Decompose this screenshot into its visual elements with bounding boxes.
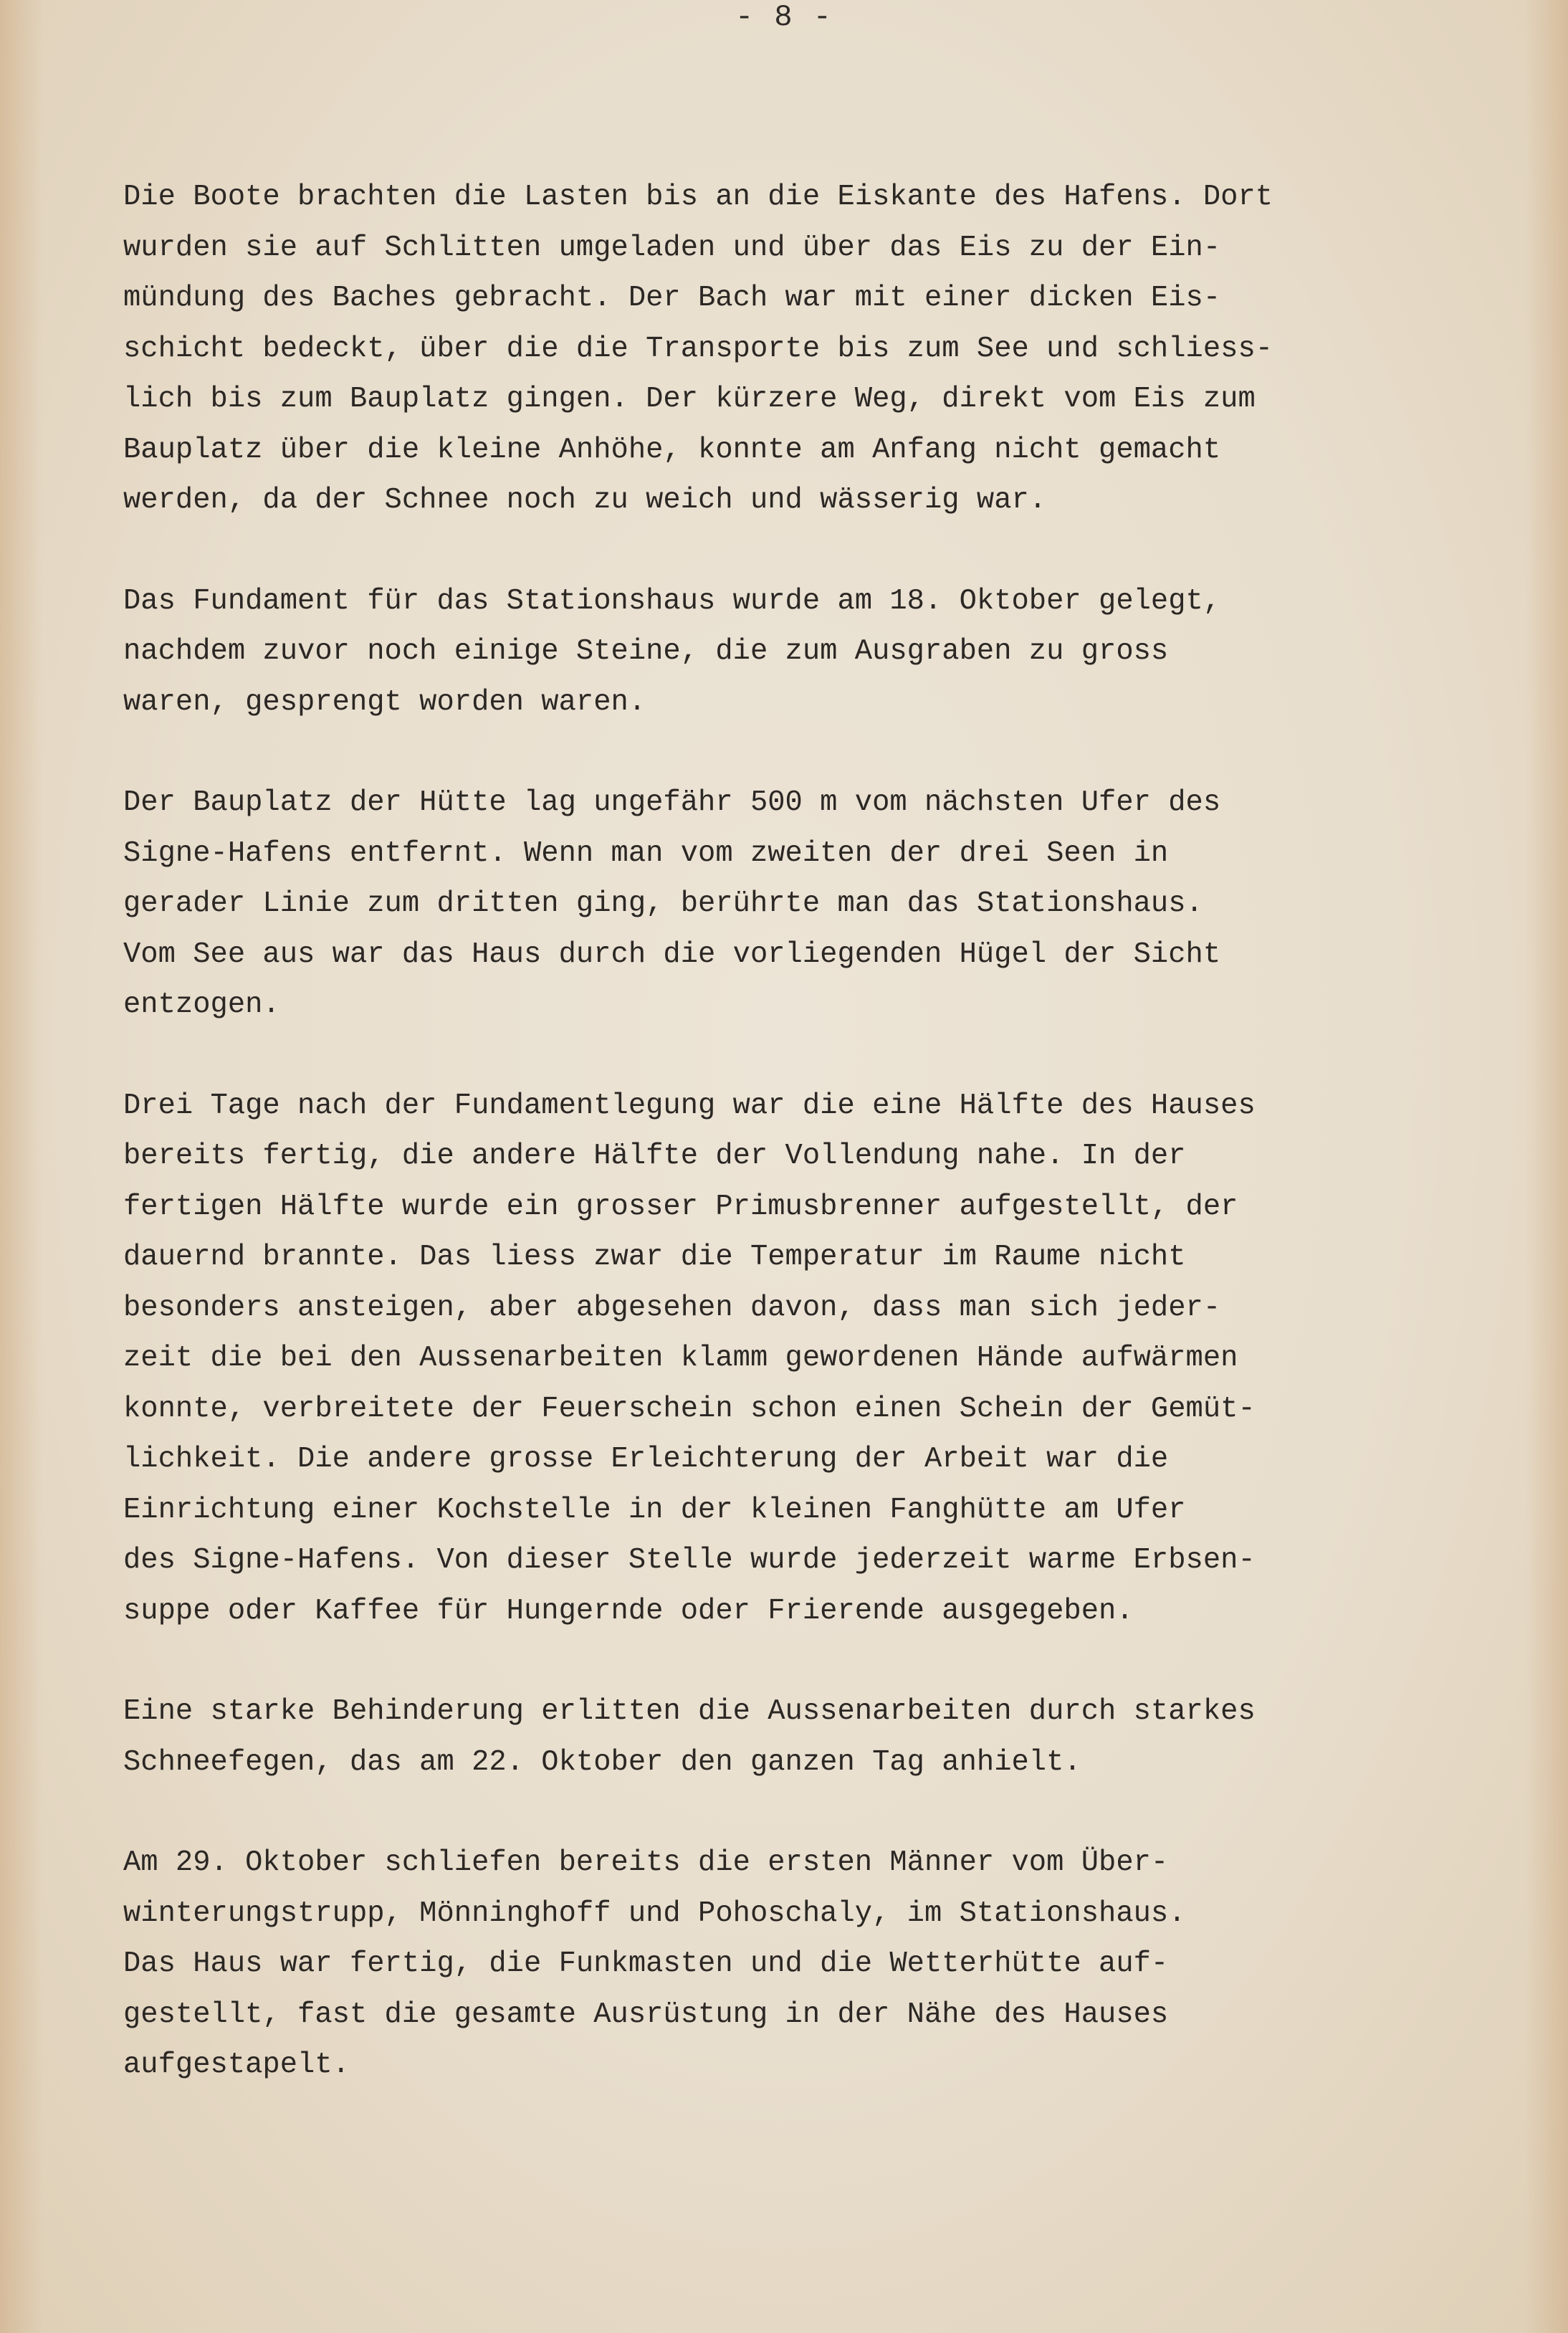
text-line: Vom See aus war das Haus durch die vorliegenden Hügel der Sicht bbox=[123, 938, 1221, 971]
text-line: lichkeit. Die andere grosse Erleichterung der Arbeit war die bbox=[123, 1443, 1169, 1476]
text-line: mündung des Baches gebracht. Der Bach war mit einer dicken Eis- bbox=[123, 282, 1221, 315]
text-line: dauernd brannte. Das liess zwar die Temperatur im Raume nicht bbox=[123, 1241, 1186, 1274]
text-line: waren, gesprengt worden waren. bbox=[123, 685, 646, 719]
text-line: konnte, verbreitete der Feuerschein schon einen Schein der Gemüt- bbox=[123, 1392, 1256, 1426]
body-text bbox=[123, 172, 1499, 2141]
page-edge-right bbox=[1525, 0, 1568, 2333]
page-edge-left bbox=[0, 0, 43, 2333]
text-line: aufgestapelt. bbox=[123, 2048, 350, 2081]
text-line: Der Bauplatz der Hütte lag ungefähr 500 m vom nächsten Ufer des bbox=[123, 786, 1221, 819]
text-line: werden, da der Schnee noch zu weich und wässerig war. bbox=[123, 484, 1047, 517]
text-line: schicht bedeckt, über die die Transporte bis zum See und schliess- bbox=[123, 332, 1273, 366]
text-line: entzogen. bbox=[123, 988, 280, 1021]
text-line: gerader Linie zum dritten ging, berührte man das Stationshaus. bbox=[123, 887, 1203, 920]
text-line: wurden sie auf Schlitten umgeladen und über das Eis zu der Ein- bbox=[123, 231, 1221, 264]
text-line: suppe oder Kaffee für Hungernde oder Frierende ausgegeben. bbox=[123, 1594, 1134, 1628]
text-line: fertigen Hälfte wurde ein grosser Primusbrenner aufgestellt, der bbox=[123, 1190, 1238, 1223]
text-line: Das Haus war fertig, die Funkmasten und die Wetterhütte auf- bbox=[123, 1947, 1169, 1980]
text-line: Am 29. Oktober schliefen bereits die ersten Männer vom Über- bbox=[123, 1846, 1169, 1879]
text-line: Schneefegen, das am 22. Oktober den ganzen Tag anhielt. bbox=[123, 1745, 1081, 1779]
paragraph bbox=[123, 1686, 1499, 1788]
text-line: Einrichtung einer Kochstelle in der kleinen Fanghütte am Ufer bbox=[123, 1493, 1186, 1527]
text-line: winterungstrupp, Mönninghoff und Pohoschaly, im Stationshaus. bbox=[123, 1897, 1186, 1930]
text-line: des Signe-Hafens. Von dieser Stelle wurde jederzeit warme Erbsen- bbox=[123, 1544, 1256, 1577]
text-line: besonders ansteigen, aber abgesehen davon, dass man sich jeder- bbox=[123, 1291, 1221, 1325]
text-line: zeit die bei den Aussenarbeiten klamm gewordenen Hände aufwärmen bbox=[123, 1342, 1238, 1375]
page-number: - 8 - bbox=[735, 0, 833, 34]
text-line: Das Fundament für das Stationshaus wurde am 18. Oktober gelegt, bbox=[123, 584, 1221, 618]
paragraph bbox=[123, 1081, 1499, 1637]
paragraph bbox=[123, 172, 1499, 526]
paragraph bbox=[123, 778, 1499, 1031]
text-line: Bauplatz über die kleine Anhöhe, konnte am Anfang nicht gemacht bbox=[123, 433, 1221, 467]
text-line: Drei Tage nach der Fundamentlegung war die eine Hälfte des Hauses bbox=[123, 1089, 1256, 1122]
text-line: bereits fertig, die andere Hälfte der Vollendung nahe. In der bbox=[123, 1140, 1186, 1173]
text-line: Die Boote brachten die Lasten bis an die Eiskante des Hafens. Dort bbox=[123, 181, 1273, 214]
text-line: Signe-Hafens entfernt. Wenn man vom zweiten der drei Seen in bbox=[123, 836, 1169, 870]
text-line: Eine starke Behinderung erlitten die Aussenarbeiten durch starkes bbox=[123, 1695, 1256, 1728]
text-line: lich bis zum Bauplatz gingen. Der kürzere Weg, direkt vom Eis zum bbox=[123, 383, 1256, 416]
paragraph bbox=[123, 1838, 1499, 2091]
text-line: nachdem zuvor noch einige Steine, die zum Ausgraben zu gross bbox=[123, 635, 1169, 668]
paragraph bbox=[123, 576, 1499, 728]
text-line: gestellt, fast die gesamte Ausrüstung in der Nähe des Hauses bbox=[123, 1998, 1169, 2031]
